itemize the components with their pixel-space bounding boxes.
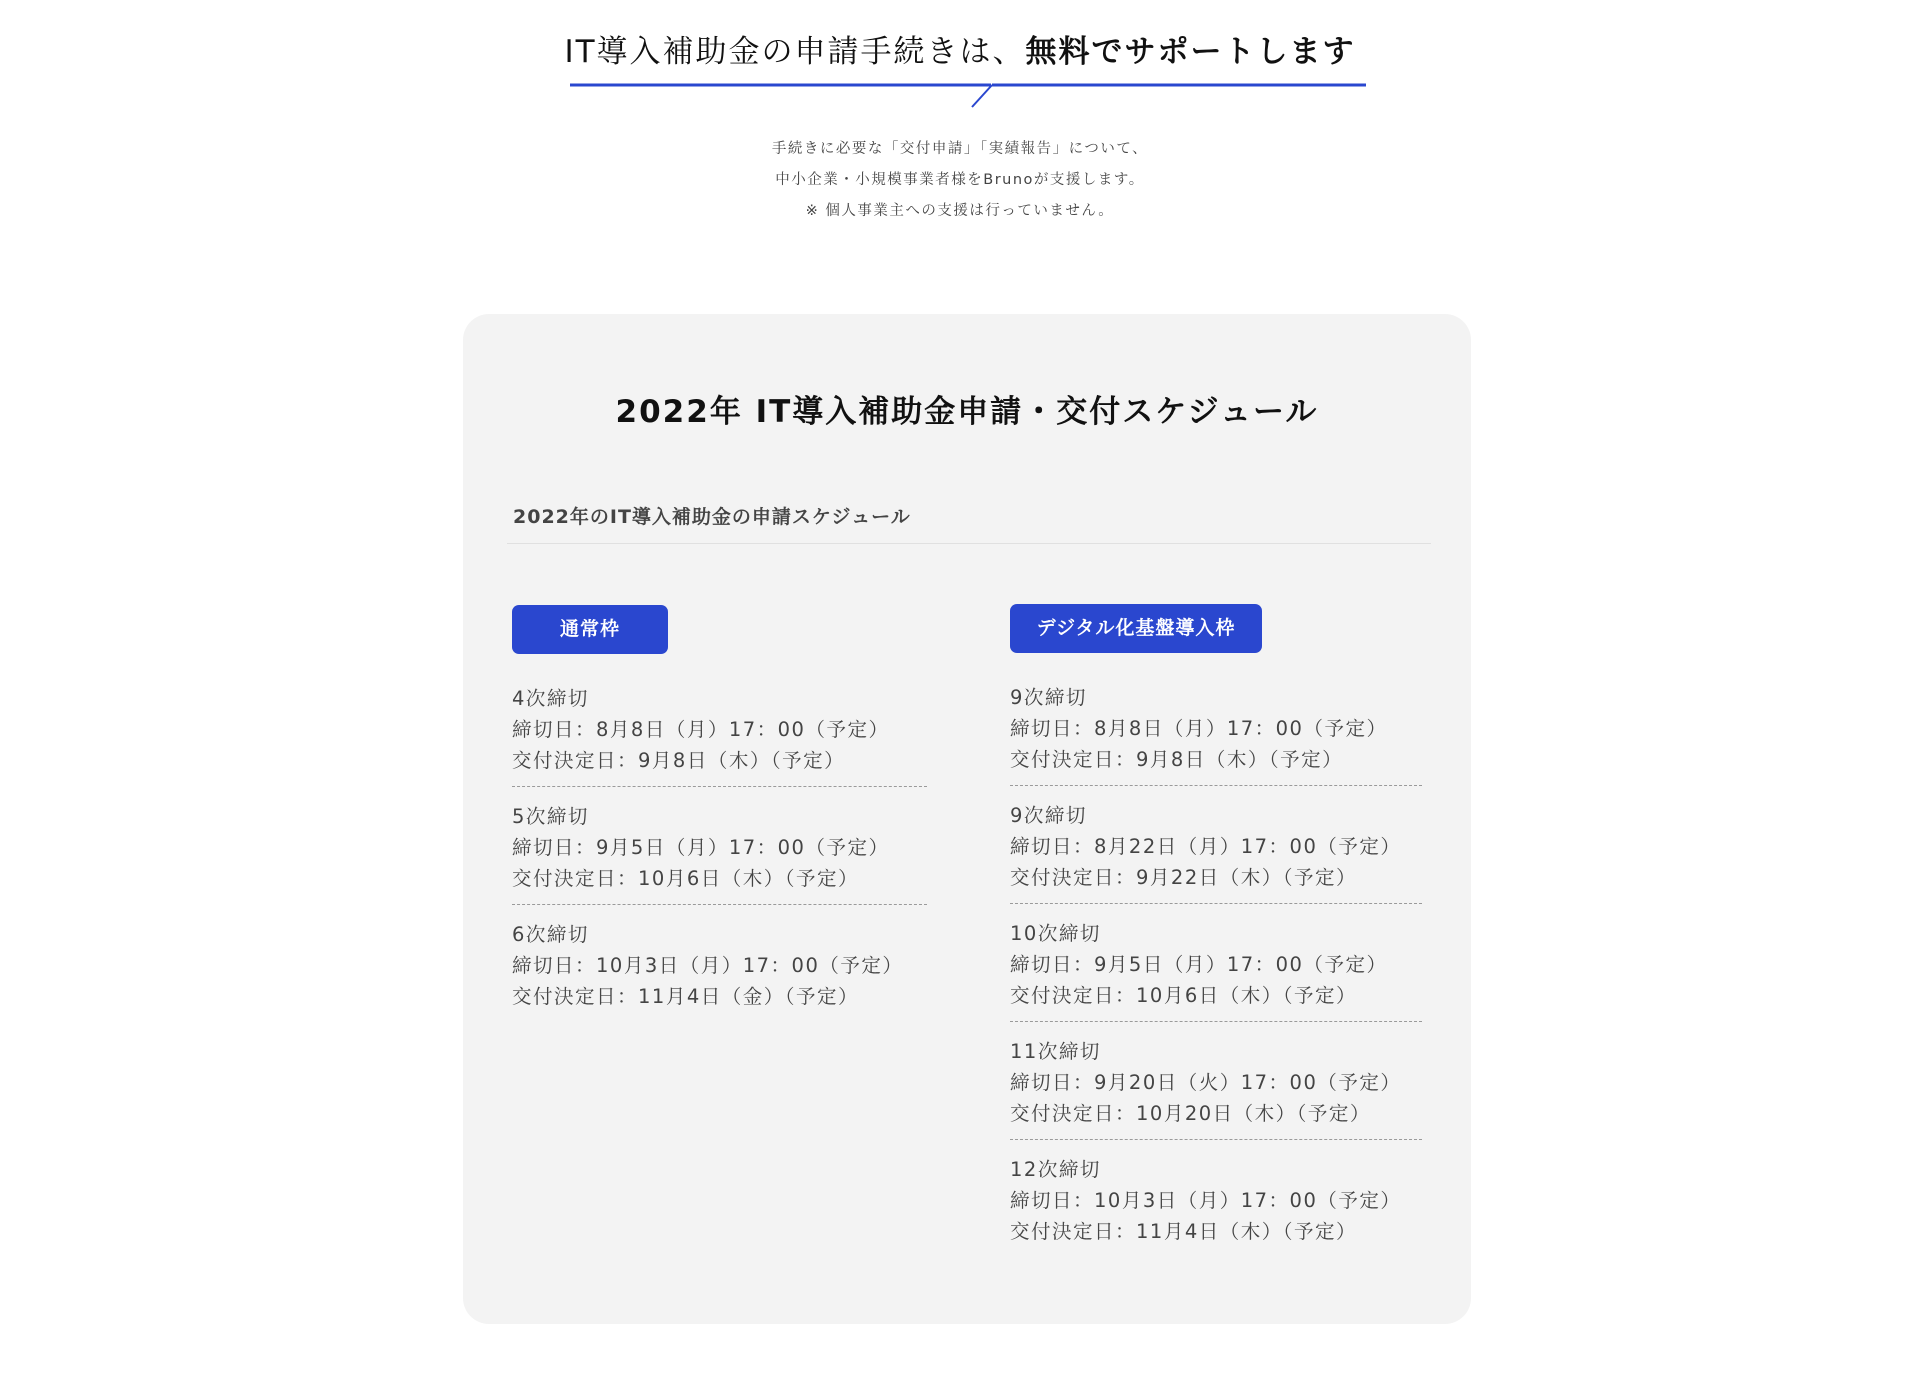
schedule-column-digital	[1010, 604, 1422, 1271]
entry-decision-date: 交付決定日：11月4日（木）（予定）	[1010, 1220, 1357, 1243]
category-badge-regular: 通常枠	[512, 605, 668, 654]
hero-title-normal: IT導入補助金の申請手続きは、	[564, 34, 1026, 70]
hero-description-line: 手続きに必要な「交付申請」「実績報告」について、	[771, 141, 1149, 157]
entry-deadline: 締切日：10月3日（月）17：00（予定）	[1010, 1189, 1402, 1212]
entry-deadline: 締切日：8月8日（月）17：00（予定）	[512, 718, 890, 741]
entry-decision-date: 交付決定日：11月4日（金）（予定）	[512, 985, 859, 1008]
entry-round: 12次締切	[1010, 1158, 1101, 1181]
entry-decision-date: 交付決定日：9月8日（木）（予定）	[1010, 748, 1344, 771]
schedule-entry	[512, 683, 927, 787]
schedule-entry	[1010, 918, 1422, 1022]
hero-description	[0, 134, 1920, 227]
entry-decision-date: 交付決定日：10月20日（木）（予定）	[1010, 1102, 1371, 1125]
entry-deadline: 締切日：8月8日（月）17：00（予定）	[1010, 717, 1388, 740]
entry-round: 5次締切	[512, 805, 589, 828]
entry-round: 9次締切	[1010, 804, 1087, 827]
hero-title	[0, 26, 1920, 71]
entry-deadline: 締切日：8月22日（月）17：00（予定）	[1010, 835, 1402, 858]
entry-round: 10次締切	[1010, 922, 1101, 945]
entry-deadline: 締切日：9月5日（月）17：00（予定）	[1010, 953, 1388, 976]
schedule-entry	[1010, 800, 1422, 904]
schedule-entry-list	[1010, 682, 1422, 1257]
schedule-entry-list	[512, 683, 927, 1022]
schedule-entry	[512, 801, 927, 905]
schedule-entry	[1010, 1036, 1422, 1140]
entry-round: 11次締切	[1010, 1040, 1101, 1063]
schedule-entry	[1010, 1154, 1422, 1257]
hero-description-line: 中小企業・小規模事業者様をBrunoが支援します。	[775, 172, 1145, 188]
schedule-title: 2022年 IT導入補助金申請・交付スケジュール	[615, 394, 1319, 430]
entry-deadline: 締切日：10月3日（月）17：00（予定）	[512, 954, 904, 977]
entry-decision-date: 交付決定日：9月8日（木）（予定）	[512, 749, 846, 772]
entry-round: 6次締切	[512, 923, 589, 946]
category-badge-digital: デジタル化基盤導入枠	[1010, 604, 1262, 653]
hero-description-line: ※ 個人事業主への支援は行っていません。	[805, 203, 1115, 219]
entry-deadline: 締切日：9月20日（火）17：00（予定）	[1010, 1071, 1402, 1094]
schedule-divider	[507, 543, 1431, 544]
entry-decision-date: 交付決定日：9月22日（木）（予定）	[1010, 866, 1357, 889]
hero-underline-divider	[568, 76, 1368, 110]
schedule-entry	[1010, 682, 1422, 786]
entry-deadline: 締切日：9月5日（月）17：00（予定）	[512, 836, 890, 859]
hero-title-strong: 無料でサポートします	[1025, 34, 1356, 70]
entry-round: 9次締切	[1010, 686, 1087, 709]
schedule-subtitle: 2022年のIT導入補助金の申請スケジュール	[513, 506, 911, 528]
entry-decision-date: 交付決定日：10月6日（木）（予定）	[1010, 984, 1357, 1007]
schedule-entry	[512, 919, 927, 1022]
schedule-panel	[463, 314, 1471, 1324]
schedule-column-regular	[512, 605, 927, 1036]
entry-round: 4次締切	[512, 687, 589, 710]
entry-decision-date: 交付決定日：10月6日（木）（予定）	[512, 867, 859, 890]
